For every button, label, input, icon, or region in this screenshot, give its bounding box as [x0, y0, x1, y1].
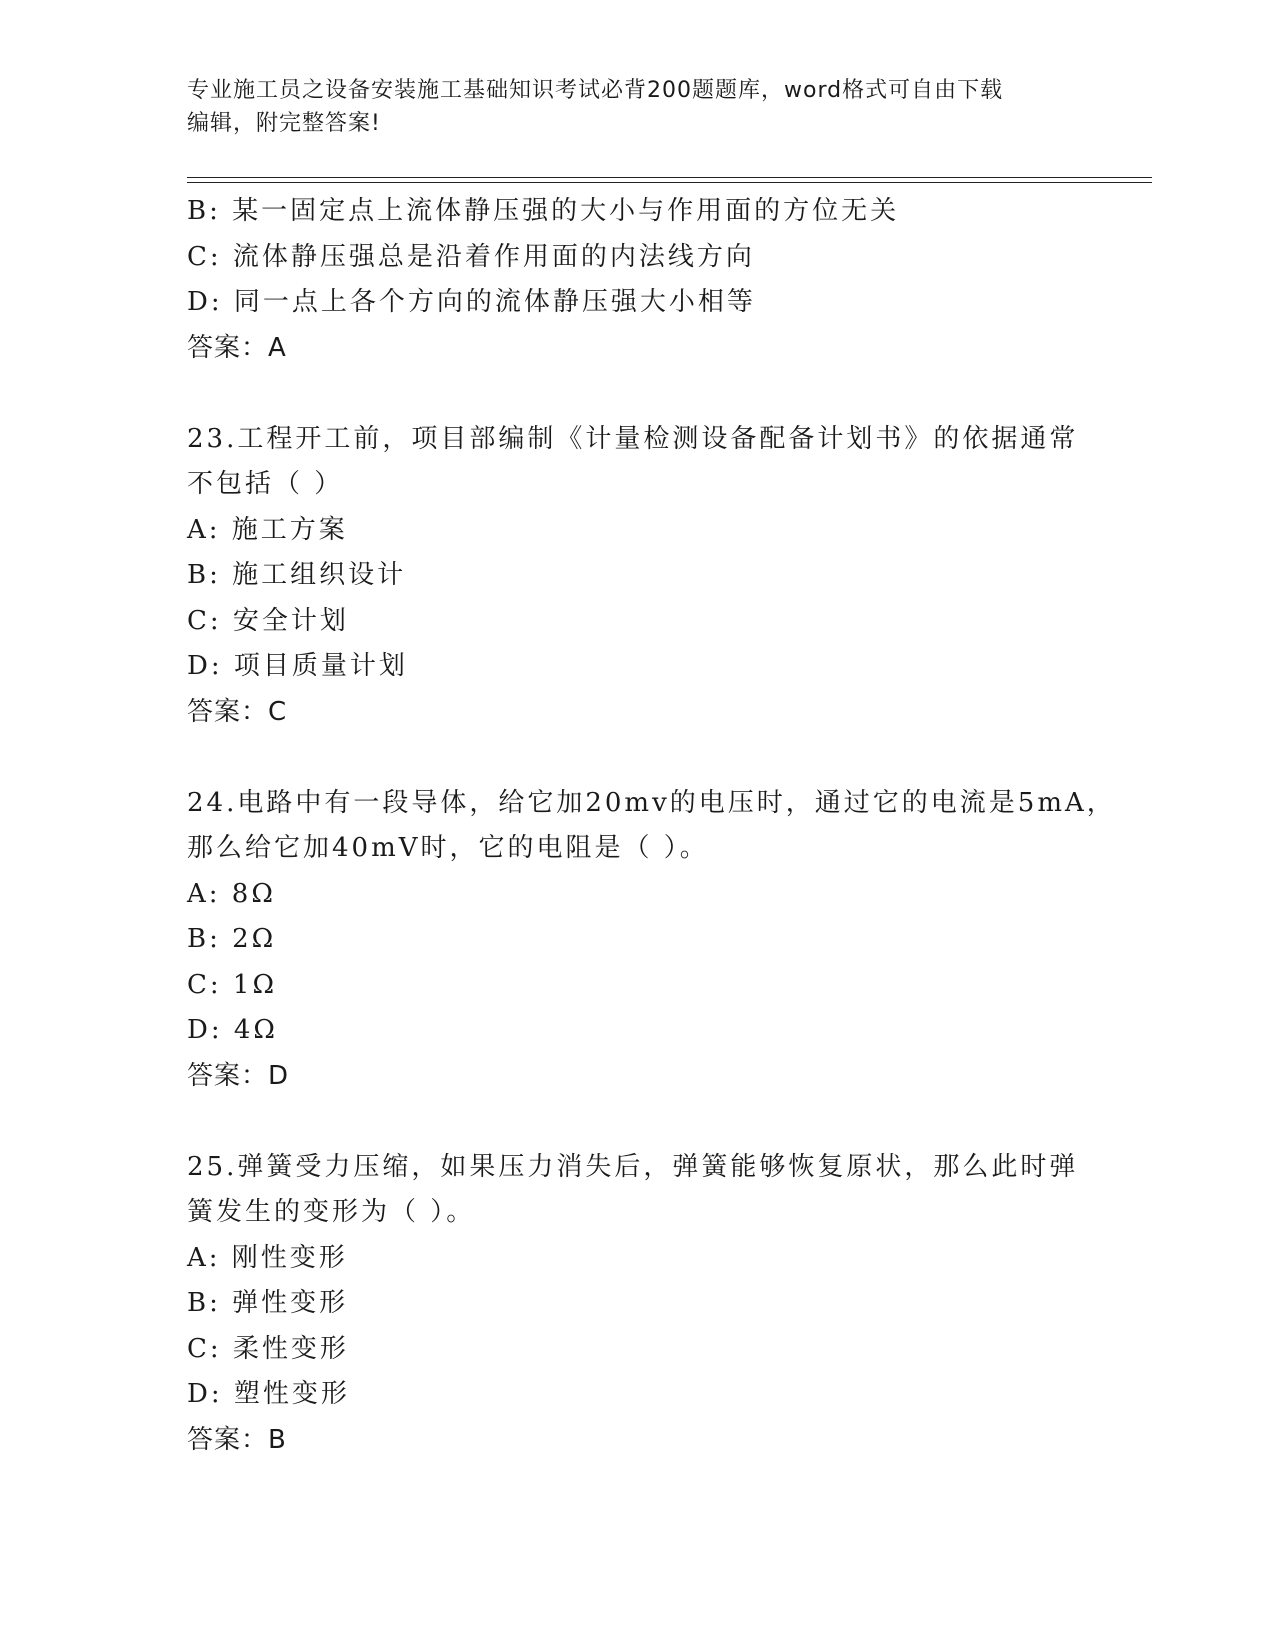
option-a: A: 8Ω — [187, 878, 276, 909]
option-d: D: 塑性变形 — [187, 1379, 350, 1409]
question-23 — [187, 417, 1087, 736]
option-b: B: 弹性变形 — [187, 1288, 349, 1318]
header-divider-bottom — [187, 182, 1152, 183]
answer-line: 答案：B — [187, 1424, 287, 1455]
question-24 — [187, 781, 1116, 1100]
header-divider-top — [187, 177, 1152, 178]
answer-line: 答案：D — [187, 1060, 290, 1091]
page-header — [187, 74, 1067, 140]
question-stem-line-1: 24.电路中有一段导体，给它加20mv的电压时，通过它的电流是5mA， — [187, 787, 1116, 818]
spacer — [187, 371, 1087, 417]
answer-line: 答案：A — [187, 332, 287, 363]
question-22-continued — [187, 189, 1087, 371]
question-stem-line-1: 25.弹簧受力压缩，如果压力消失后，弹簧能够恢复原状，那么此时弹 — [187, 1151, 1079, 1182]
header-title-line-1: 专业施工员之设备安装施工基础知识考试必背200题题库，word格式可自由下载 — [187, 78, 1004, 103]
spacer — [187, 1099, 1087, 1145]
header-title-line-2: 编辑，附完整答案! — [187, 111, 381, 136]
option-b: B: 2Ω — [187, 924, 277, 954]
option-a: A: 刚性变形 — [187, 1242, 348, 1273]
option-c: C: 安全计划 — [187, 605, 349, 636]
option-a: A: 施工方案 — [187, 514, 348, 545]
question-list — [187, 189, 1116, 1463]
question-25 — [187, 1145, 1087, 1464]
question-stem-line-1: 23.工程开工前，项目部编制《计量检测设备配备计划书》的依据通常 — [187, 423, 1079, 454]
question-stem-line-2: 那么给它加40mV时，它的电阻是（ ）。 — [187, 833, 709, 863]
option-c: C: 1Ω — [187, 969, 278, 1000]
option-d: D: 4Ω — [187, 1015, 278, 1045]
question-stem-line-2: 簧发生的变形为（ ）。 — [187, 1197, 476, 1227]
question-stem-line-2: 不包括（ ） — [187, 469, 344, 499]
option-b: B: 某一固定点上流体静压强的大小与作用面的方位无关 — [187, 196, 900, 226]
option-d: D: 项目质量计划 — [187, 651, 408, 681]
option-c: C: 柔性变形 — [187, 1333, 349, 1364]
option-b: B: 施工组织设计 — [187, 560, 407, 590]
answer-line: 答案：C — [187, 696, 288, 727]
option-d: D: 同一点上各个方向的流体静压强大小相等 — [187, 287, 756, 317]
spacer — [187, 735, 1087, 781]
option-c: C: 流体静压强总是沿着作用面的内法线方向 — [187, 241, 755, 272]
